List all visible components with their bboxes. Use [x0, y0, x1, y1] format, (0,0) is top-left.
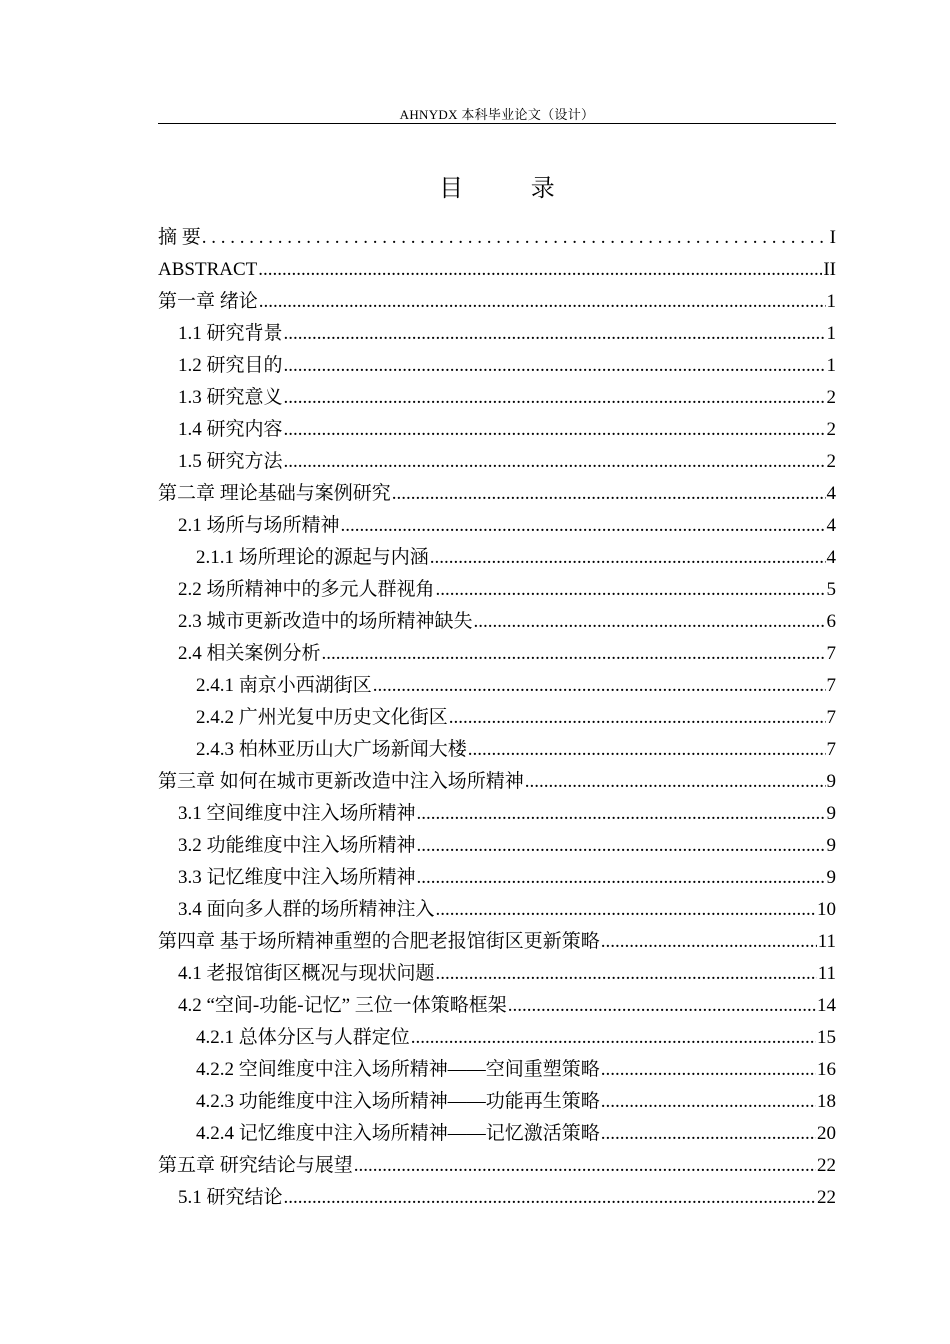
toc-entry-label: 3.4 面向多人群的场所精神注入 — [178, 899, 435, 920]
toc-entry-label: 1.3 研究意义 — [178, 387, 283, 408]
toc-entry[interactable] — [158, 958, 836, 990]
toc-entry[interactable] — [158, 286, 836, 318]
toc-dot-leader — [284, 382, 826, 414]
toc-page-number: 9 — [826, 867, 836, 888]
toc-entry-label: 2.4.2 广州光复中历史文化街区 — [196, 707, 448, 728]
toc-entry-label: 4.2.2 空间维度中注入场所精神——空间重塑策略 — [196, 1059, 600, 1080]
toc-dot-leader — [392, 478, 826, 510]
toc-entry[interactable] — [158, 254, 836, 286]
toc-entry[interactable] — [158, 1150, 836, 1182]
toc-page-number: II — [823, 259, 836, 280]
toc-page-number: I — [829, 227, 836, 248]
toc-page-number: 7 — [826, 739, 836, 760]
toc-dot-leader — [373, 670, 826, 702]
toc-entry-label: 第二章 理论基础与案例研究 — [158, 483, 391, 504]
toc-dot-leader — [417, 862, 826, 894]
toc-entry[interactable] — [158, 1054, 836, 1086]
toc-dot-leader — [284, 350, 826, 382]
toc-entry[interactable] — [158, 606, 836, 638]
toc-entry-label: 第五章 研究结论与展望 — [158, 1155, 353, 1176]
toc-entry[interactable] — [158, 734, 836, 766]
toc-dot-leader — [436, 894, 816, 926]
toc-page-number: 1 — [826, 323, 836, 344]
toc-dot-leader — [430, 542, 826, 574]
toc-dot-leader — [341, 510, 826, 542]
toc-entry[interactable] — [158, 638, 836, 670]
toc-entry[interactable] — [158, 574, 836, 606]
toc-entry-label: 4.2.1 总体分区与人群定位 — [196, 1027, 410, 1048]
toc-entry-label: 2.1.1 场所理论的源起与内涵 — [196, 547, 429, 568]
toc-entry[interactable] — [158, 446, 836, 478]
toc-entry[interactable] — [158, 478, 836, 510]
toc-entry[interactable] — [158, 318, 836, 350]
toc-page-number: 15 — [817, 1027, 836, 1048]
toc-entry[interactable] — [158, 414, 836, 446]
toc-entry-label: 1.4 研究内容 — [178, 419, 283, 440]
toc-dot-leader — [322, 638, 826, 670]
toc-dot-leader — [508, 990, 816, 1022]
toc-dot-leader — [525, 766, 826, 798]
toc-dot-leader — [601, 1118, 816, 1150]
toc-page-number: 6 — [826, 611, 836, 632]
toc-entry-label: 3.1 空间维度中注入场所精神 — [178, 803, 416, 824]
toc-entry-label: 4.2 “空间-功能-记忆” 三位一体策略框架 — [178, 995, 507, 1016]
toc-page-number: 2 — [826, 387, 836, 408]
toc-page-number: 11 — [817, 931, 836, 952]
toc-dot-leader — [436, 574, 826, 606]
toc-page-number: 7 — [826, 675, 836, 696]
toc-dot-leader — [468, 734, 826, 766]
toc-page-number: 14 — [817, 995, 836, 1016]
toc-page-number: 10 — [817, 899, 836, 920]
toc-entry-label: 3.2 功能维度中注入场所精神 — [178, 835, 416, 856]
toc-dot-leader — [474, 606, 826, 638]
toc-dot-leader — [417, 798, 826, 830]
toc-page-number: 22 — [817, 1155, 836, 1176]
toc-page-number: 1 — [826, 355, 836, 376]
toc-entry[interactable] — [158, 990, 836, 1022]
toc-page-number: 7 — [826, 707, 836, 728]
toc-entry-label: 2.4 相关案例分析 — [178, 643, 321, 664]
toc-entry-label: 第四章 基于场所精神重塑的合肥老报馆街区更新策略 — [158, 931, 600, 952]
toc-entry-label: 4.1 老报馆街区概况与现状问题 — [178, 963, 435, 984]
toc-entry-label: 第一章 绪论 — [158, 291, 258, 312]
toc-entry[interactable] — [158, 1022, 836, 1054]
toc-page-number: 20 — [817, 1123, 836, 1144]
toc-dot-leader — [417, 830, 826, 862]
toc-dot-leader — [284, 414, 826, 446]
toc-dot-leader — [601, 1054, 816, 1086]
toc-dot-leader — [449, 702, 826, 734]
toc-page-number: 9 — [826, 771, 836, 792]
toc-dot-leader — [411, 1022, 816, 1054]
toc-page-number: 4 — [826, 483, 836, 504]
header-divider — [158, 123, 836, 124]
toc-entry[interactable] — [158, 894, 836, 926]
toc-entry-label: 5.1 研究结论 — [178, 1187, 283, 1208]
toc-entry[interactable] — [158, 766, 836, 798]
toc-entry-label: 2.3 城市更新改造中的场所精神缺失 — [178, 611, 473, 632]
toc-dot-leader — [258, 254, 822, 286]
toc-page-number: 9 — [826, 803, 836, 824]
toc-page-number: 7 — [826, 643, 836, 664]
toc-dot-leader — [284, 446, 826, 478]
toc-page-number: 2 — [826, 451, 836, 472]
toc-page-number: 5 — [826, 579, 836, 600]
toc-page-number: 11 — [817, 963, 836, 984]
toc-entry[interactable] — [158, 222, 836, 254]
toc-entry-label: 2.1 场所与场所精神 — [178, 515, 340, 536]
toc-entry[interactable] — [158, 1086, 836, 1118]
toc-page-number: 4 — [826, 547, 836, 568]
toc-entry[interactable] — [158, 926, 836, 958]
toc-entry[interactable] — [158, 510, 836, 542]
toc-page-number: 4 — [826, 515, 836, 536]
toc-title: 目 录 — [439, 174, 585, 202]
toc-entry-label: 4.2.3 功能维度中注入场所精神——功能再生策略 — [196, 1091, 600, 1112]
toc-entry-label: 3.3 记忆维度中注入场所精神 — [178, 867, 416, 888]
toc-entry-label: 1.2 研究目的 — [178, 355, 283, 376]
toc-entry[interactable] — [158, 670, 836, 702]
toc-entry-label: 1.5 研究方法 — [178, 451, 283, 472]
toc-dot-leader — [601, 926, 817, 958]
toc-page-number: 16 — [817, 1059, 836, 1080]
toc-page-number: 2 — [826, 419, 836, 440]
toc-entry-label: 2.4.1 南京小西湖街区 — [196, 675, 372, 696]
toc-entry[interactable] — [158, 350, 836, 382]
toc-dot-leader — [354, 1150, 816, 1182]
toc-entry[interactable] — [158, 798, 836, 830]
toc-entry[interactable] — [158, 862, 836, 894]
toc-entry[interactable] — [158, 830, 836, 862]
toc-dot-leader — [284, 1182, 816, 1214]
toc-entry[interactable] — [158, 542, 836, 574]
page-header: AHNYDX 本科毕业论文（设计） — [399, 107, 595, 122]
toc-dot-leader — [259, 286, 826, 318]
toc-dot-leader — [202, 222, 829, 254]
toc-entry-label: ABSTRACT — [158, 259, 258, 280]
toc-dot-leader — [601, 1086, 816, 1118]
toc-page-number: 18 — [817, 1091, 836, 1112]
toc-entry[interactable] — [158, 382, 836, 414]
toc-entry-label: 第三章 如何在城市更新改造中注入场所精神 — [158, 771, 524, 792]
toc-dot-leader — [284, 318, 826, 350]
toc-entry-label: 2.2 场所精神中的多元人群视角 — [178, 579, 435, 600]
toc-entry[interactable] — [158, 702, 836, 734]
toc-entry-label: 摘 要 — [158, 227, 201, 248]
toc-entry-label: 1.1 研究背景 — [178, 323, 283, 344]
toc-entry-label: 2.4.3 柏林亚历山大广场新闻大楼 — [196, 739, 467, 760]
table-of-contents — [158, 222, 836, 1214]
toc-dot-leader — [436, 958, 817, 990]
toc-entry[interactable] — [158, 1182, 836, 1214]
toc-entry[interactable] — [158, 1118, 836, 1150]
toc-page-number: 1 — [826, 291, 836, 312]
toc-entry-label: 4.2.4 记忆维度中注入场所精神——记忆激活策略 — [196, 1123, 600, 1144]
toc-page-number: 9 — [826, 835, 836, 856]
toc-page-number: 22 — [817, 1187, 836, 1208]
